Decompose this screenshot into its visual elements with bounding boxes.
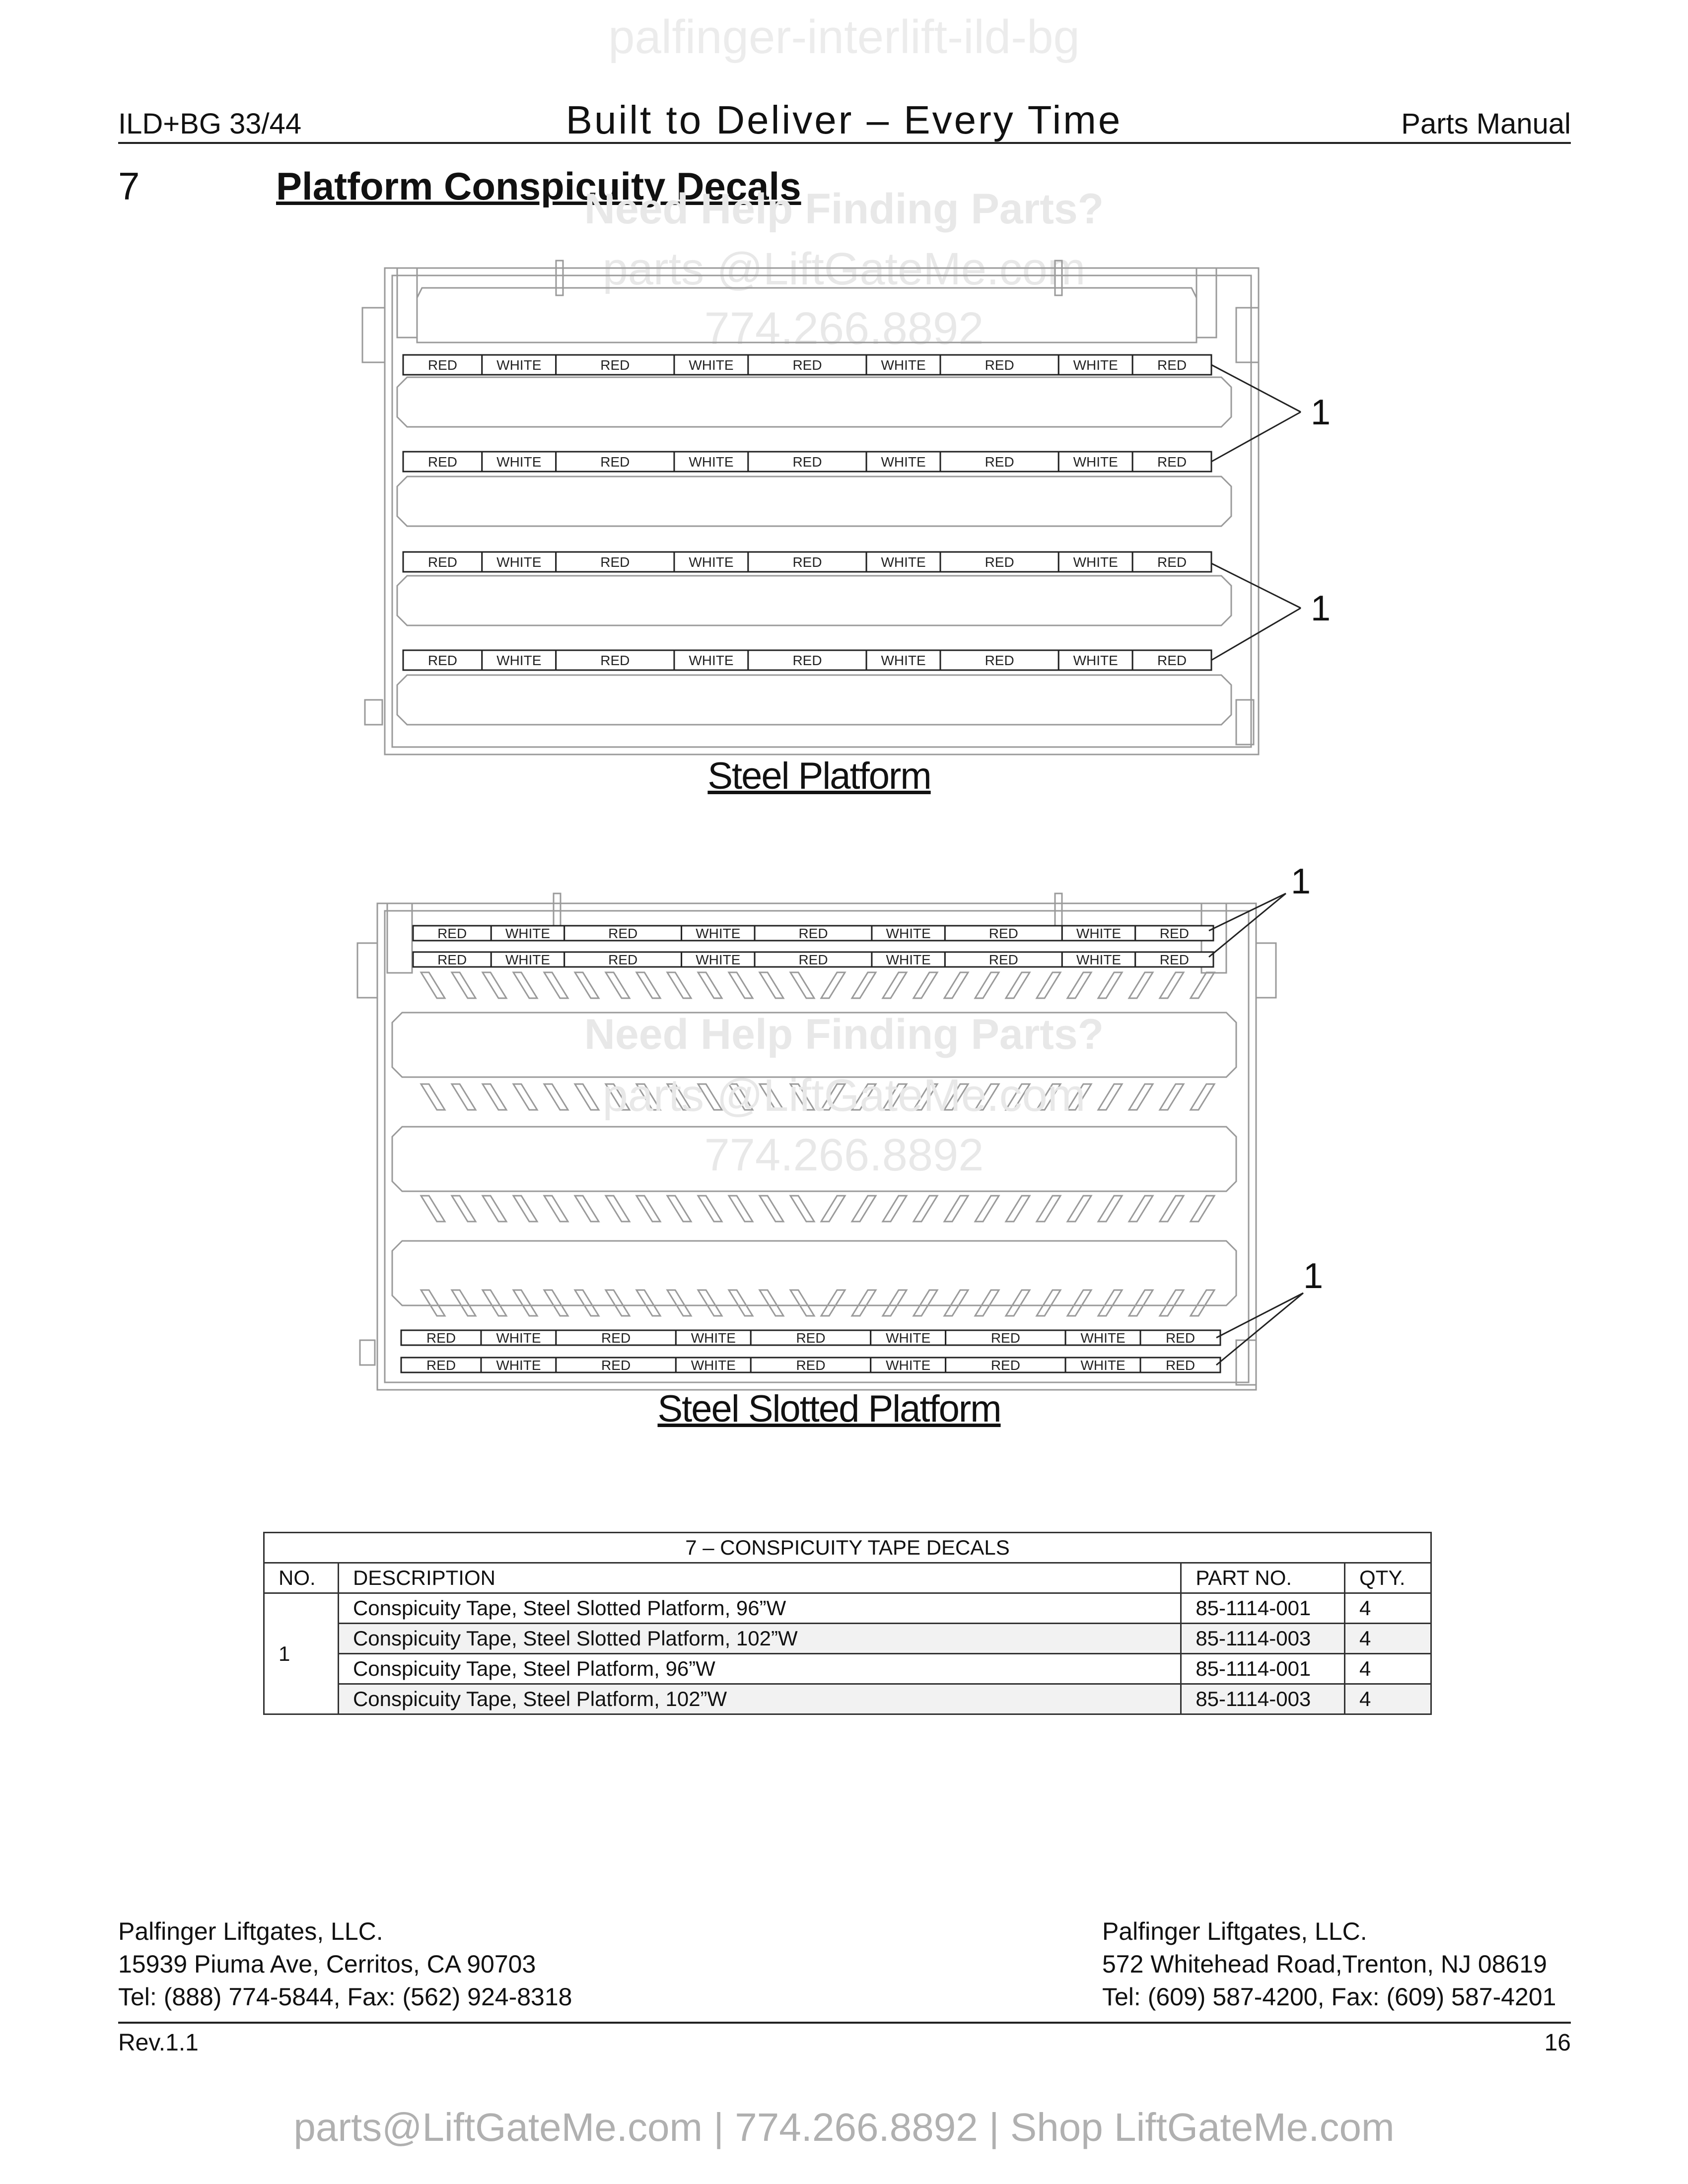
table-row [264,1624,1431,1654]
slot-opening [1129,1196,1153,1222]
tape-label: WHITE [689,454,734,470]
tape-label: WHITE [886,952,931,967]
tape-label: WHITE [496,357,542,373]
tape-label: WHITE [1073,554,1118,570]
tape-label: WHITE [689,653,734,668]
slot-opening [513,1196,537,1222]
column-header-no: NO. [264,1563,339,1593]
slot-opening [729,972,753,998]
tape-label: RED [985,454,1014,470]
slot-opening [667,1196,691,1222]
tape-label: WHITE [886,1358,931,1373]
slot-opening [1006,1290,1030,1316]
slot-opening [729,1290,753,1316]
slot-opening [483,1290,506,1316]
quantity-cell: 4 [1345,1624,1431,1654]
footer-west-address: 15939 Piuma Ave, Cerritos, CA 90703 [118,1950,536,1978]
tape-label: RED [798,926,828,941]
tape-label: WHITE [1080,1330,1125,1346]
revision-label: Rev.1.1 [118,2030,199,2056]
tape-label: RED [427,653,457,668]
conspicuity-tape-strip [413,926,1213,941]
slot-opening [483,1196,506,1222]
tape-label: RED [1157,454,1187,470]
quantity-cell: 4 [1345,1654,1431,1684]
section-number: 7 [118,164,140,208]
tape-label: WHITE [1080,1358,1125,1373]
tape-label: WHITE [696,952,741,967]
slot-opening [852,972,876,998]
callout-1-slotted-upper: 1 [1291,862,1311,901]
tape-label: WHITE [496,454,542,470]
slot-opening [790,1290,814,1316]
slot-opening [975,1290,999,1316]
tape-label: WHITE [1076,952,1122,967]
slot-opening [944,1290,968,1316]
slot-opening [1037,1196,1060,1222]
part-number-cell: 85-1114-001 [1181,1654,1345,1684]
slot-opening [729,1196,753,1222]
slot-opening [421,972,445,998]
table-header-row [264,1563,1431,1593]
callout-1-steel-lower: 1 [1311,589,1331,628]
slot-opening [1191,972,1214,998]
slot-opening [483,972,506,998]
slot-opening [852,1196,876,1222]
part-number-cell: 85-1114-003 [1181,1624,1345,1654]
header-rule [118,142,1571,144]
slot-opening [760,972,783,998]
table-caption: 7 – CONSPICUITY TAPE DECALS [264,1533,1431,1563]
slot-opening [821,1290,845,1316]
tape-label: WHITE [886,926,931,941]
section-title: Platform Conspicuity Decals [276,164,801,208]
tape-label: WHITE [496,653,542,668]
watermark-email-2: parts @LiftGateMe.com [602,1070,1086,1121]
conspicuity-tape-strip [403,650,1211,670]
slot-opening [883,1196,907,1222]
tape-label: RED [792,554,822,570]
tape-label: RED [437,926,467,941]
table-row [264,1684,1431,1714]
slot-opening [575,972,599,998]
slot-opening [636,972,660,998]
tape-label: RED [1157,554,1187,570]
slot-opening [790,1196,814,1222]
steel-platform-frame [362,261,1259,754]
description-cell: Conspicuity Tape, Steel Slotted Platform, 96”W [338,1593,1181,1624]
conspicuity-tape-strip [413,952,1213,967]
slot-opening [421,1196,445,1222]
tape-label: WHITE [1073,454,1118,470]
tape-label: RED [601,1330,631,1346]
tape-label: WHITE [496,1330,541,1346]
tape-label: WHITE [691,1330,736,1346]
slot-opening [1037,972,1060,998]
footer-rule [118,2022,1571,2024]
slot-opening [575,1290,599,1316]
slot-opening [914,972,937,998]
item-number-cell: 1 [264,1593,339,1714]
watermark-help-2: Need Help Finding Parts? [584,1011,1104,1058]
tape-label: RED [600,554,630,570]
quantity-cell: 4 [1345,1593,1431,1624]
slot-opening [575,1196,599,1222]
header-manual-type: Parts Manual [1401,108,1571,140]
tape-label: RED [1157,357,1187,373]
tape-label: RED [600,357,630,373]
header-slogan: Built to Deliver – Every Time [565,98,1123,142]
tape-label: RED [990,1358,1020,1373]
tape-label: WHITE [691,1358,736,1373]
tape-label: WHITE [881,554,926,570]
slot-opening [975,972,999,998]
tape-label: RED [427,554,457,570]
slot-opening [1067,1196,1091,1222]
watermark-phone-2: 774.266.8892 [704,1130,984,1180]
tape-label: WHITE [881,357,926,373]
conspicuity-tape-strip [403,552,1211,572]
tape-label: RED [600,454,630,470]
slot-opening [1067,972,1091,998]
slot-opening [636,1290,660,1316]
tape-label: RED [796,1330,826,1346]
slot-opening [452,1196,476,1222]
slot-opening [1160,972,1184,998]
tape-label: RED [437,952,467,967]
slot-opening [606,972,630,998]
slot-opening [914,1196,937,1222]
slot-opening [544,1196,568,1222]
page-number: 16 [1544,2030,1571,2056]
slot-opening [544,972,568,998]
tape-label: WHITE [505,952,551,967]
slot-opening [1098,1196,1122,1222]
slot-opening [1037,1290,1060,1316]
slot-opening [1129,972,1153,998]
footer-east-address: 572 Whitehead Road,Trenton, NJ 08619 [1102,1950,1547,1978]
tape-label: WHITE [886,1330,931,1346]
tape-label: RED [426,1330,456,1346]
slot-opening [667,972,691,998]
slot-opening [606,1290,630,1316]
slot-opening [760,1290,783,1316]
tape-label: RED [1157,653,1187,668]
footer-west-phone: Tel: (888) 774-5844, Fax: (562) 924-8318 [118,1983,572,2011]
steel-leader-lines [1211,365,1301,660]
slot-opening [544,1290,568,1316]
tape-label: WHITE [881,653,926,668]
tape-label: RED [1165,1330,1196,1346]
steel-slotted-platform-caption: Steel Slotted Platform [657,1388,1001,1430]
tape-label: WHITE [1073,357,1118,373]
slot-opening [1067,1290,1091,1316]
slot-opening [1006,972,1030,998]
tape-label: RED [426,1358,456,1373]
tape-label: WHITE [689,357,734,373]
description-cell: Conspicuity Tape, Steel Slotted Platform, 102”W [338,1624,1181,1654]
slot-opening [944,1196,968,1222]
tape-label: RED [608,952,638,967]
slot-opening [667,1290,691,1316]
tape-label: RED [792,357,822,373]
slot-opening [452,1290,476,1316]
conspicuity-tape-strip [401,1358,1220,1373]
watermark-help: Need Help Finding Parts? [584,185,1104,233]
slot-opening [698,1196,722,1222]
contact-footer-line: parts@LiftGateMe.com | 774.266.8892 | Shop LiftGateMe.com [293,2105,1395,2149]
watermark-phone: 774.266.8892 [704,303,984,354]
footer-east-phone: Tel: (609) 587-4200, Fax: (609) 587-4201 [1102,1983,1556,2011]
tape-label: RED [985,357,1014,373]
parts-table [263,1532,1432,1715]
slot-opening [1006,1196,1030,1222]
slot-opening [883,972,907,998]
callout-1-steel-upper: 1 [1311,393,1331,432]
slot-opening [790,972,814,998]
slot-opening [698,1290,722,1316]
slot-opening [1191,1290,1214,1316]
tape-label: RED [1159,926,1189,941]
slot-opening [1191,1196,1214,1222]
tape-label: RED [990,1330,1020,1346]
footer-east-company: Palfinger Liftgates, LLC. [1102,1917,1367,1945]
tape-label: RED [792,653,822,668]
tape-label: WHITE [1073,653,1118,668]
tape-label: RED [608,926,638,941]
part-number-cell: 85-1114-003 [1181,1684,1345,1714]
slot-opening [1129,1290,1153,1316]
tape-label: RED [1159,952,1189,967]
tape-label: RED [798,952,828,967]
tape-label: RED [427,454,457,470]
table-row [264,1593,1431,1624]
description-cell: Conspicuity Tape, Steel Platform, 102”W [338,1684,1181,1714]
slot-opening [852,1290,876,1316]
footer-west-office [118,1915,572,2013]
slot-opening [606,1196,630,1222]
tape-label: RED [1165,1358,1196,1373]
tape-label: WHITE [505,926,551,941]
column-header-qty: QTY. [1345,1563,1431,1593]
slot-opening [513,972,537,998]
conspicuity-tape-strip [403,355,1211,375]
slot-opening [821,972,845,998]
slot-opening [914,1290,937,1316]
part-number-cell: 85-1114-001 [1181,1593,1345,1624]
tape-label: RED [796,1358,826,1373]
tape-label: WHITE [496,1358,541,1373]
tape-label: RED [792,454,822,470]
tape-label: RED [985,554,1014,570]
description-cell: Conspicuity Tape, Steel Platform, 96”W [338,1654,1181,1684]
slot-opening [421,1290,445,1316]
slot-opening [513,1290,537,1316]
conspicuity-tape-strip [403,452,1211,472]
tape-label: RED [988,952,1018,967]
tape-label: RED [985,653,1014,668]
tape-label: RED [427,357,457,373]
slot-opening [883,1290,907,1316]
slot-opening [821,1196,845,1222]
column-header-part-no: PART NO. [1181,1563,1345,1593]
slot-opening [452,972,476,998]
slot-opening [760,1196,783,1222]
quantity-cell: 4 [1345,1684,1431,1714]
tape-label: RED [601,1358,631,1373]
footer-east-office [1102,1915,1556,2013]
tape-label: RED [988,926,1018,941]
callout-1-slotted-lower: 1 [1303,1256,1324,1296]
slot-opening [975,1196,999,1222]
table-row [264,1654,1431,1684]
slot-opening [1098,1290,1122,1316]
tape-label: RED [600,653,630,668]
tape-label: WHITE [696,926,741,941]
watermark-site-name: palfinger-interlift-ild-bg [608,10,1080,64]
slot-opening [636,1196,660,1222]
slot-opening [1160,1196,1184,1222]
slot-opening [944,972,968,998]
slot-opening [698,972,722,998]
tape-label: WHITE [689,554,734,570]
watermark-email: parts @LiftGateMe.com [602,244,1086,294]
conspicuity-tape-strip [401,1330,1220,1346]
steel-platform-drawing [0,248,1688,769]
slot-opening [1160,1290,1184,1316]
column-header-description: DESCRIPTION [338,1563,1181,1593]
footer-west-company: Palfinger Liftgates, LLC. [118,1917,383,1945]
tape-label: WHITE [1076,926,1122,941]
tape-label: WHITE [496,554,542,570]
steel-platform-caption: Steel Platform [707,755,931,797]
tape-label: WHITE [881,454,926,470]
header-model: ILD+BG 33/44 [118,108,302,140]
slot-opening [1098,972,1122,998]
